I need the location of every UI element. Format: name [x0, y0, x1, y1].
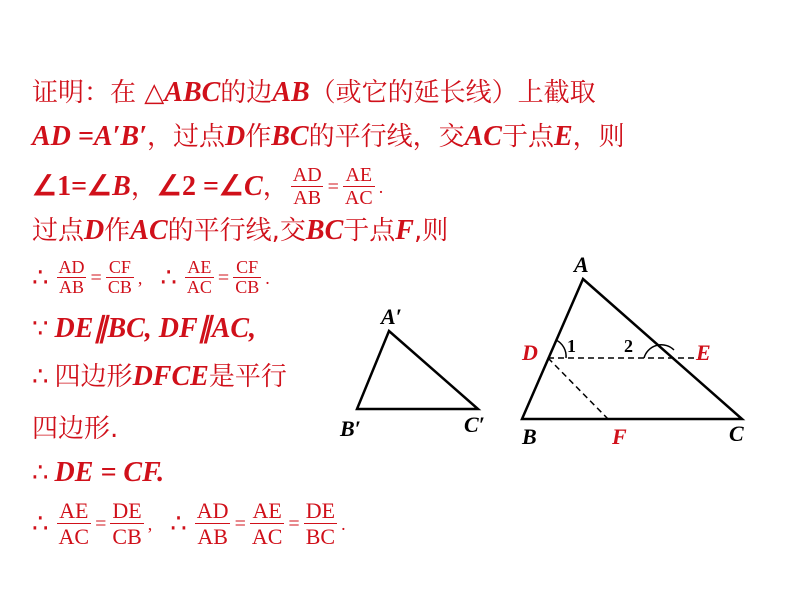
- equals-sign: =: [95, 512, 107, 535]
- denominator: AC: [251, 524, 283, 549]
- point-name: B: [112, 170, 131, 202]
- text: ，: [130, 171, 157, 202]
- therefore-symbol: ∴: [32, 508, 49, 539]
- equals-sign: =: [234, 512, 246, 535]
- text: 的平行线,交: [167, 216, 306, 246]
- equals-sign: =: [90, 266, 102, 289]
- angle-label-1: 1: [567, 336, 576, 356]
- angle-label-2: 2: [624, 336, 633, 356]
- triangle-a-prime-b-prime-c-prime: [339, 304, 485, 441]
- point-name: D: [84, 215, 105, 246]
- text: ,则: [413, 216, 449, 246]
- vertex-label-b: B: [522, 424, 537, 449]
- denominator: CB: [112, 524, 142, 549]
- text: 作: [245, 122, 272, 152]
- point-name: F: [395, 215, 414, 246]
- denominator: BC: [305, 524, 336, 549]
- triangle-outline: [357, 331, 478, 409]
- parallel-statement: DE∥BC, DF∥AC,: [54, 313, 257, 344]
- because-symbol: ∵: [32, 314, 49, 344]
- point-label-e: E: [696, 340, 711, 365]
- text: 是平行: [208, 362, 287, 392]
- denominator: AC: [186, 277, 212, 297]
- text: 于点: [343, 216, 396, 246]
- point-name: E: [553, 121, 573, 152]
- numerator: AD: [196, 498, 229, 523]
- angle-expression: ∠1=∠: [32, 170, 113, 202]
- text: ，则: [572, 122, 625, 152]
- text: （或它的延长线）上截取: [309, 78, 596, 108]
- numerator: AE: [59, 498, 89, 523]
- equals-sign: =: [327, 175, 339, 198]
- segment-name: BC: [271, 121, 309, 152]
- period: .: [378, 176, 384, 197]
- numerator: AD: [292, 164, 322, 186]
- equals-sign: =: [217, 266, 230, 289]
- therefore-symbol: ∴: [170, 508, 187, 539]
- numerator: AE: [187, 257, 212, 277]
- text: 作: [104, 216, 131, 246]
- numerator: AE: [345, 164, 373, 186]
- text: 证明：在 △: [32, 78, 165, 108]
- therefore-symbol: ∴: [160, 262, 177, 293]
- period: .: [265, 267, 270, 288]
- segment-name: AC: [464, 121, 502, 152]
- numerator: CF: [108, 257, 131, 277]
- comma: ,: [137, 267, 143, 288]
- text: 于点: [501, 122, 554, 152]
- segment-df-dashed: [548, 358, 608, 419]
- angle-arc-1: [556, 340, 566, 358]
- numerator: AE: [252, 498, 282, 523]
- period: .: [341, 513, 346, 534]
- text: 四边形: [54, 362, 133, 392]
- text: 的平行线，交: [308, 122, 465, 152]
- denominator: AC: [344, 187, 373, 209]
- segment-name: AB: [272, 77, 310, 108]
- numerator: DE: [305, 498, 336, 523]
- numerator: DE: [112, 498, 142, 523]
- denominator: CB: [107, 277, 132, 297]
- therefore-symbol: ∴: [32, 262, 49, 293]
- point-label-d: D: [522, 340, 538, 365]
- point-label-f: F: [612, 424, 627, 449]
- text: ，过点: [146, 122, 225, 152]
- text: 过点: [32, 216, 85, 246]
- text: 四边形.: [32, 414, 119, 444]
- point-name: C: [244, 170, 263, 202]
- vertex-label-a: A: [574, 252, 589, 277]
- vertex-label-c: C: [729, 421, 744, 446]
- point-name: D: [224, 121, 246, 152]
- numerator: AD: [58, 257, 85, 277]
- denominator: AB: [197, 524, 228, 549]
- numerator: CF: [236, 257, 259, 277]
- denominator: AB: [59, 277, 85, 297]
- denominator: CB: [235, 277, 260, 297]
- equation: DE = CF.: [54, 457, 165, 488]
- vertex-label-c-prime: C′: [464, 412, 485, 437]
- text: 的边: [220, 78, 273, 108]
- denominator: AC: [58, 524, 90, 549]
- equation: AD =A′B′: [32, 121, 147, 152]
- segment-name: BC: [305, 215, 344, 246]
- triangle-abc: [521, 252, 744, 449]
- quadrilateral-name: DFCE: [132, 361, 209, 392]
- therefore-symbol: ∴: [32, 458, 49, 488]
- comma: ,: [147, 513, 153, 534]
- angle-expression: ∠2 =∠: [156, 170, 245, 202]
- equals-sign: =: [288, 512, 300, 535]
- denominator: AB: [293, 187, 322, 209]
- vertex-label-b-prime: B′: [340, 416, 361, 441]
- triangle-name: ABC: [164, 77, 221, 108]
- therefore-symbol: ∴: [32, 362, 49, 392]
- segment-name: AC: [130, 215, 168, 246]
- vertex-label-a-prime: A′: [381, 304, 402, 329]
- text: ，: [262, 171, 289, 202]
